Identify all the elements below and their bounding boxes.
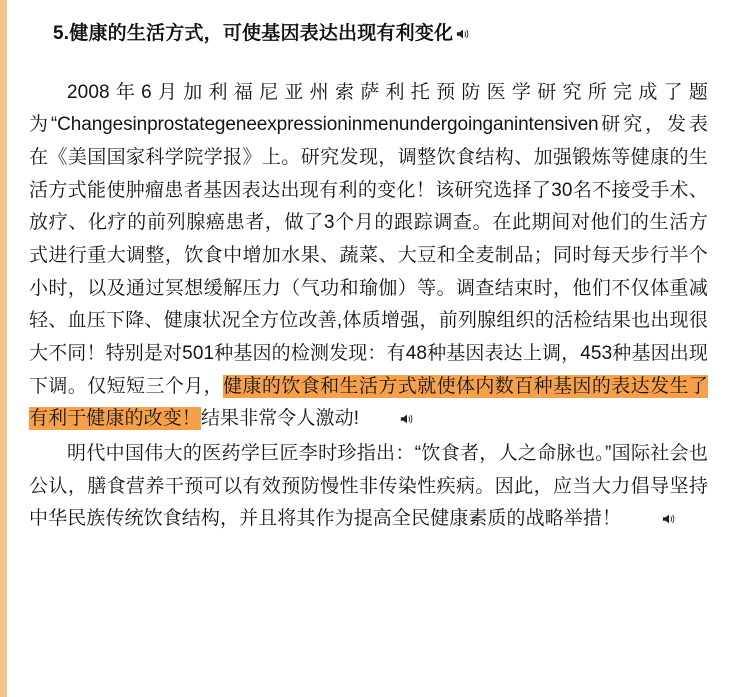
para1-seg1: 2008年6月加利福尼亚州索萨利托预防医学研究所完成了题为 — [29, 81, 708, 136]
document-content — [7, 0, 736, 536]
para1-english-title: “Changesinprostategeneexpressioninmenundergoinganintensiven — [50, 114, 599, 136]
highlighted-text: 健康的饮食和生活方式就使体内数百种基因的表达发生了有利于健康的改变！ — [29, 375, 708, 430]
speaker-icon[interactable] — [362, 405, 376, 419]
left-margin-rule — [0, 0, 7, 697]
speaker-icon[interactable] — [624, 505, 638, 519]
page-title — [53, 14, 708, 49]
paragraph-1 — [29, 77, 708, 436]
speaker-icon[interactable] — [456, 22, 470, 36]
para1-seg5: 结果非常令人激动! — [200, 408, 360, 430]
para2-text: 明代中国伟大的医药学巨匠李时珍指出：“饮食者，人之命脉也。”国际社会也公认，膳食营养干预可以有效预防慢性非传染性疾病。因此，应当大力倡导坚持中华民族传统饮食结构，并且将其作为提高全民健康素质的战略举措！ — [29, 442, 708, 530]
heading-text: 健康的生活方式，可使基因表达出现有利变化 — [69, 23, 454, 44]
paragraph-2 — [29, 438, 708, 536]
heading-number: 5. — [53, 23, 70, 44]
para1-seg3: 研究，发表在《美国国家科学院学报》上。研究发现，调整饮食结构、加强锻炼等健康的生活方式能使肿瘤患者基因表达出现有利的变化！该研究选择了30名不接受手术、放疗、化疗的前列腺癌患者，做了3个月的跟踪调查。在此期间对他们的生活方式进行重大调整，饮食中增加水果、蔬菜、大豆和全麦制品；同时每天步行半个小时，以及通过冥想缓解压力（气功和瑜伽）等。调查结束时，他们不仅体重减轻、血压下降、健康状况全方位改善,体质增强，前列腺组织的活检结果也出现很大不同！特别是对501种基因的检测发现：有48种基因表达上调，453种基因出现下调。仅短短三个月， — [29, 114, 708, 397]
